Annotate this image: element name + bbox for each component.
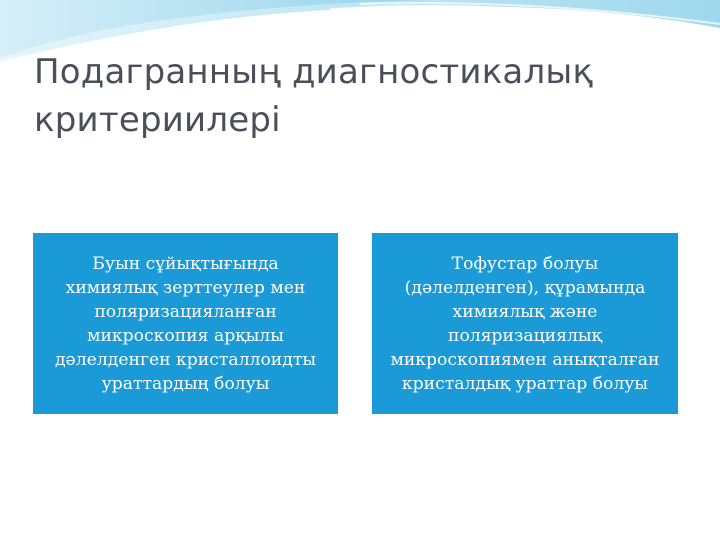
criterion-text-right: Тофустар болуы (дәлелденген), құрамында химиялық және поляризациялық микроскопиямен анықталған кристалдық ураттар болуы — [390, 253, 660, 394]
slide-title: Подагранның диагностикалық критериилері — [34, 52, 594, 140]
criterion-box-right — [372, 233, 678, 414]
criterion-text-left: Буын сұйықтығында химиялық зерттеулер мен поляризацияланған микроскопия арқылы дәлелденген кристаллоидты ураттардың болуы — [54, 253, 317, 394]
criterion-box-left — [33, 233, 338, 414]
